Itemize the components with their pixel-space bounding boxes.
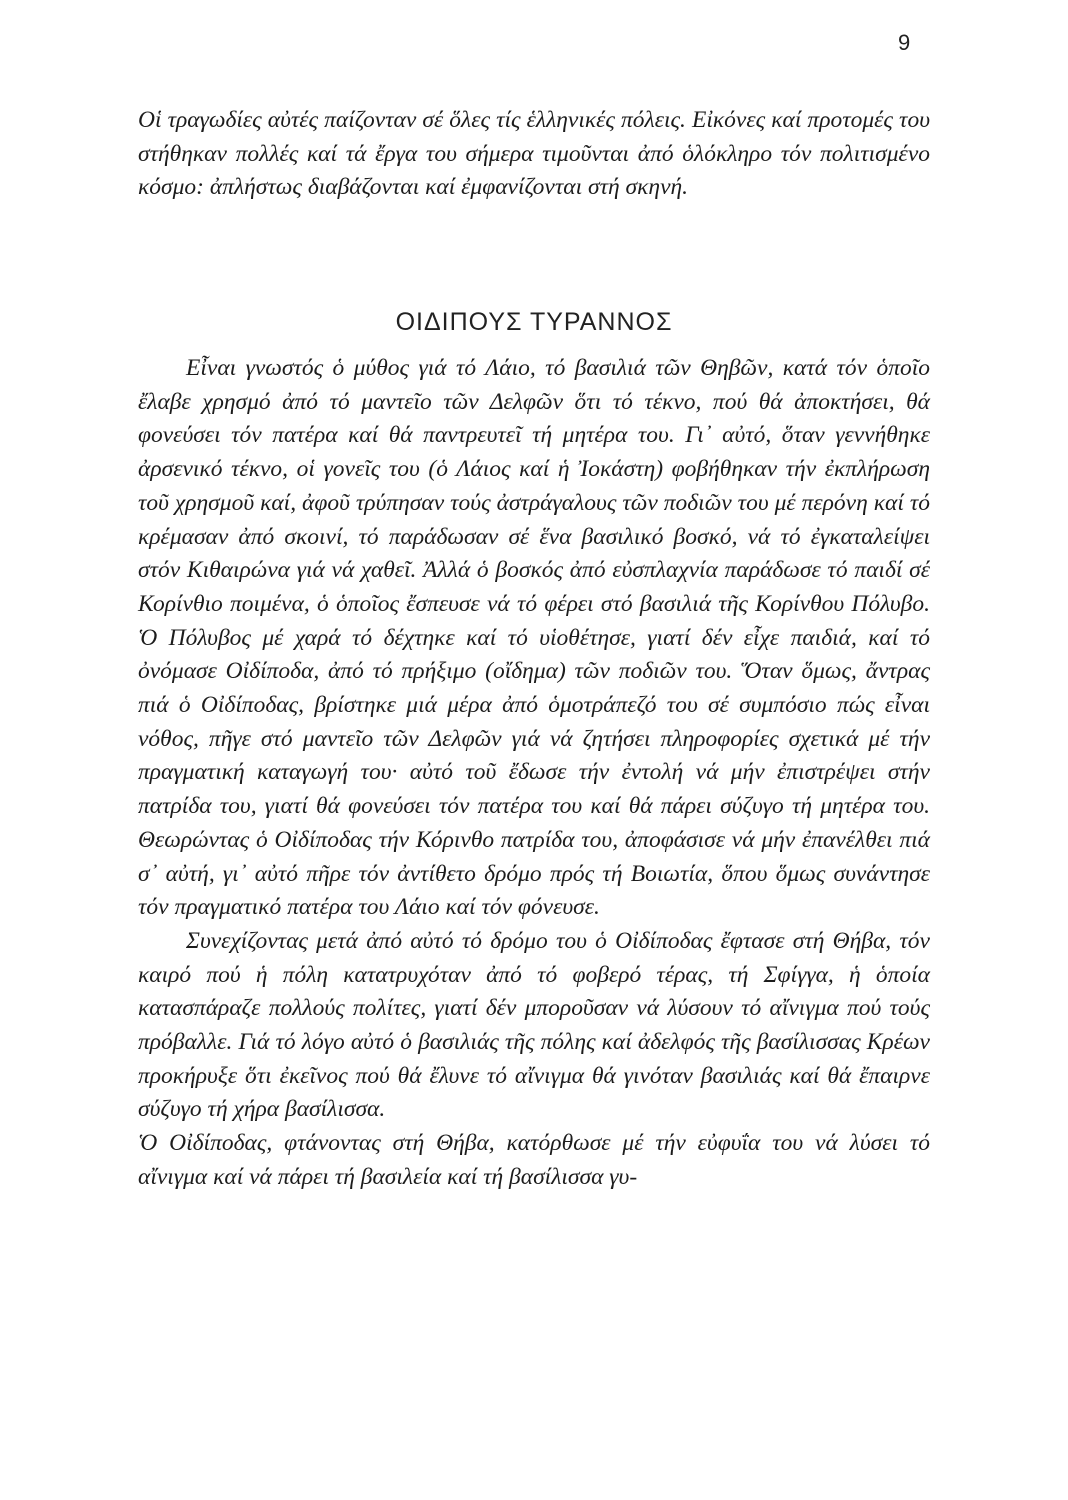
intro-paragraph: Οἱ τραγωδίες αὐτές παίζονταν σέ ὅλες τίς ἑλληνικές πόλεις. Εἰκόνες καί προτομές του στήθηκαν πολλές καί τά ἔργα του σήμερα τιμοῦνται ἀπό ὁλόκληρο τόν πολιτισμένο κόσμο: ἀπλήστως διαβάζονται καί ἐμφανίζονται στή σκηνή. (138, 107, 930, 201)
section-title: ΟΙΔΙΠΟΥΣ ΤΥΡΑΝΝΟΣ (395, 308, 673, 336)
paragraph-myth: Εἶναι γνωστός ὁ μύθος γιά τό Λάιο, τό βασιλιά τῶν Θηβῶν, κατά τόν ὁποῖο ἔλαβε χρησμό ἀπό τό μαντεῖο τῶν Δελφῶν ὅτι τό τέκνο, πού θά ἀποκτήσει, θά φονεύσει τόν πατέρα καί θά παντρευτεῖ τή μητέρα του. Γι᾽ αὐτό, ὅταν γεννήθηκε ἀρσενικό τέκνο, οἱ γονεῖς του (ὁ Λάιος καί ἡ Ἰοκάστη) φοβήθηκαν τήν ἐκπλήρωση τοῦ χρησμοῦ καί, ἀφοῦ τρύπησαν τούς ἀστράγαλους τῶν ποδιῶν του μέ περόνη καί τό κρέμασαν ἀπό σκοινί, τό παράδωσαν σέ ἕνα βασιλικό βοσκό, νά τό ἐγκαταλείψει στόν Κιθαιρώνα γιά νά χαθεῖ. Ἀλλά ὁ βοσκός ἀπό εὐσπλαχνία παράδωσε τό παιδί σέ Κορίνθιο ποιμένα, ὁ ὁποῖος ἔσπευσε νά τό φέρει στό βασιλιά τῆς Κορίνθου Πόλυβο. Ὁ Πόλυβος μέ χαρά τό δέχτηκε καί τό υἱοθέτησε, γιατί δέν εἶχε παιδιά, καί τό ὀνόμασε Οἰδίποδα, ἀπό τό πρήξιμο (οἴδημα) τῶν ποδιῶν του. Ὅταν ὅμως, ἄντρας πιά ὁ Οἰδίποδας, βρίστηκε μιά μέρα ἀπό ὁμοτράπεζό του σέ συμπόσιο πώς εἶναι νόθος, πῆγε στό μαντεῖο τῶν Δελφῶν γιά νά ζητήσει πληροφορίες σχετικά μέ τήν πραγματική καταγωγή του· αὐτό τοῦ ἔδωσε τήν ἐντολή νά μήν ἐπιστρέψει στήν πατρίδα του, γιατί θά φονεύσει τόν πατέρα του καί θά πάρει σύζυγο τή μητέρα του. Θεωρώντας ὁ Οἰδίποδας τήν Κόρινθο πατρίδα του, ἀποφάσισε νά μήν ἐπανέλθει πιά σ᾽ αὐτή, γι᾽ αὐτό πῆρε τόν ἀντίθετο δρόμο πρός τή Βοιωτία, ὅπου ὅμως συνάντησε τόν πραγματικό πατέρα του Λάιο καί τόν φόνευσε. (138, 355, 930, 921)
paragraph-riddle: Ὁ Οἰδίποδας, φτάνοντας στή Θήβα, κατόρθωσε μέ τήν εὐφυΐα του νά λύσει τό αἴνιγμα καί νά πάρει τή βασιλεία καί τή βασίλισσα γυ- (138, 1130, 930, 1190)
paragraph-sphinx: Συνεχίζοντας μετά ἀπό αὐτό τό δρόμο του ὁ Οἰδίποδας ἔφτασε στή Θήβα, τόν καιρό πού ἡ πόλη κατατρυχόταν ἀπό τό φοβερό τέρας, τή Σφίγγα, ἡ ὁποία κατασπάραζε πολλούς πολίτες, γιατί δέν μποροῦσαν νά λύσουν τό αἴνιγμα πού τούς πρόβαλλε. Γιά τό λόγο αὐτό ὁ βασιλιάς τῆς πόλης καί ἀδελφός τῆς βασίλισσας Κρέων προκήρυξε ὅτι ἐκεῖνος πού θά ἔλυνε τό αἴνιγμα θά γινόταν βασιλιάς καί θά ἔπαιρνε σύζυγο τή χήρα βασίλισσα. (138, 927, 930, 1123)
page-number: 9 (898, 30, 911, 55)
body-text (138, 352, 930, 1195)
